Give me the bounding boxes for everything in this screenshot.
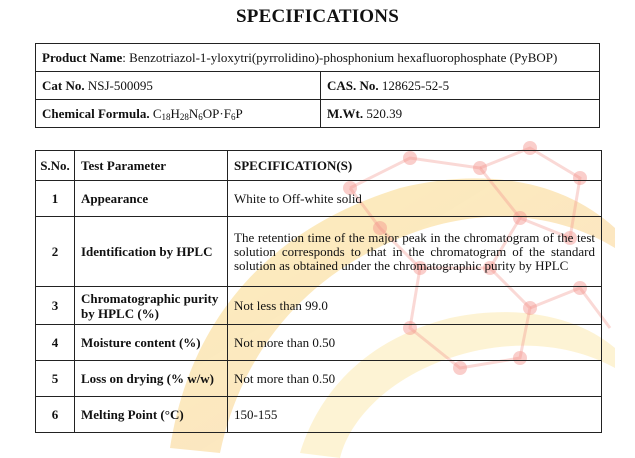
product-name-label: Product Name xyxy=(42,49,123,65)
row-specification: Not more than 0.50 xyxy=(228,361,602,397)
cas-no-value: 128625-52-5 xyxy=(381,77,450,93)
formula-sub: 28 xyxy=(179,111,189,122)
row-number: 3 xyxy=(36,287,75,325)
row-parameter: Melting Point (°C) xyxy=(75,397,228,433)
mw-cell xyxy=(321,100,600,128)
row-specification: White to Off-white solid xyxy=(228,181,602,217)
formula-sub: 6 xyxy=(230,111,236,122)
mw-label: M.Wt. xyxy=(327,105,364,121)
formula-cell xyxy=(36,100,321,128)
row-parameter: Loss on drying (% w/w) xyxy=(75,361,228,397)
table-row xyxy=(36,217,602,287)
row-number: 2 xyxy=(36,217,75,287)
row-number: 4 xyxy=(36,325,75,361)
row-parameter: Appearance xyxy=(75,181,228,217)
table-row xyxy=(36,287,602,325)
formula-value xyxy=(153,106,243,121)
table-row xyxy=(36,181,602,217)
row-number: 5 xyxy=(36,361,75,397)
table-row xyxy=(36,397,602,433)
formula-label: Chemical Formula. xyxy=(42,105,150,121)
product-name-value: Benzotriazol-1-yloxytri(pyrrolidino)-phosphonium hexafluorophosphate (PyBOP) xyxy=(129,49,558,65)
formula-mw-row xyxy=(36,100,600,128)
row-parameter: Chromatographic purity by HPLC (%) xyxy=(75,287,228,325)
formula-part: C xyxy=(152,105,162,121)
formula-part: N xyxy=(188,105,199,121)
mw-value: 520.39 xyxy=(366,105,403,121)
row-parameter: Identification by HPLC xyxy=(75,217,228,287)
product-name-row xyxy=(36,44,600,72)
formula-part: OP·F xyxy=(202,105,231,121)
row-specification: 150-155 xyxy=(228,397,602,433)
header-specifications: SPECIFICATION(S) xyxy=(228,151,602,181)
header-sno: S.No. xyxy=(36,151,75,181)
row-parameter: Moisture content (%) xyxy=(75,325,228,361)
header-test-parameter: Test Parameter xyxy=(75,151,228,181)
table-row xyxy=(36,325,602,361)
page-title: SPECIFICATIONS xyxy=(236,6,399,27)
cat-no-label: Cat No. xyxy=(42,77,85,93)
row-number: 6 xyxy=(36,397,75,433)
cat-no-cell xyxy=(36,72,321,100)
formula-sub: 6 xyxy=(198,111,203,122)
formula-part: H xyxy=(170,105,180,121)
product-info-table xyxy=(35,43,600,128)
table-header-row xyxy=(36,151,602,181)
row-specification: Not more than 0.50 xyxy=(228,325,602,361)
cas-no-label: CAS. No. xyxy=(327,77,379,93)
formula-sub: 18 xyxy=(161,111,171,122)
cas-no-cell xyxy=(321,72,600,100)
row-specification: The retention time of the major peak in the chromatogram of the test solution corresponds to that in the chromatogram of the standard solution as obtained under the chromatographic purity by HPLC xyxy=(228,217,602,287)
specification-table xyxy=(35,150,602,433)
table-row xyxy=(36,361,602,397)
formula-part: P xyxy=(235,105,243,121)
cat-cas-row xyxy=(36,72,600,100)
row-number: 1 xyxy=(36,181,75,217)
product-name-cell: Product Name: Benzotriazol-1-yloxytri(pyrrolidino)-phosphonium hexafluorophosphate (PyBOP) xyxy=(36,44,600,72)
cat-no-value: NSJ-500095 xyxy=(87,77,153,93)
row-specification: Not less than 99.0 xyxy=(228,287,602,325)
